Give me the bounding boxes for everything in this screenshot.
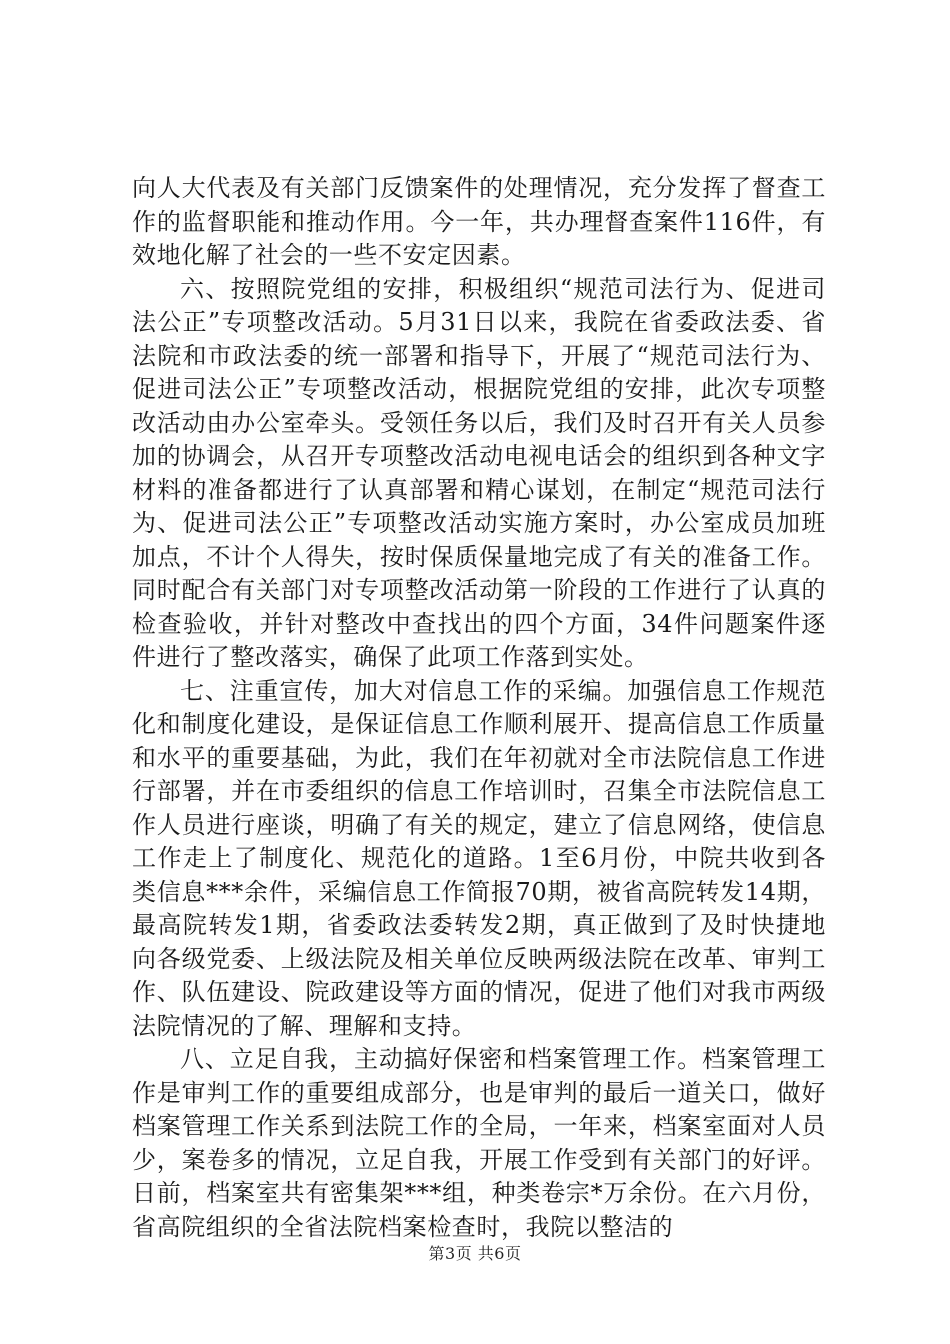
page-footer: 第3页 共6页 (428, 1244, 522, 1263)
paragraph-section-seven: 七、注重宣传，加大对信息工作的采编。加强信息工作规范化和制度化建设，是保证信息工作顺利展开、提高信息工作质量和水平的重要基础，为此，我们在年初就对全市法院信息工作进行部署，并在市委组织的信息工作培训时，召集全市法院信息工作人员进行座谈，明确了有关的规定，建立了信息网络，使信息工作走上了制度化、规范化的道路。1至6月份，中院共收到各类信息***余件，采编信息工作简报70期，被省高院转发14期，最高院转发1期，省委政法委转发2期，真正做到了及时快捷地向各级党委、上级法院及相关单位反映两级法院在改革、审判工作、队伍建设、院政建设等方面的情况，促进了他们对我市两级法院情况的了解、理解和支持。 (132, 676, 826, 1040)
paragraph-section-six: 六、按照院党组的安排，积极组织“规范司法行为、促进司法公正”专项整改活动。5月31日以来，我院在省委政法委、省法院和市政法委的统一部署和指导下，开展了“规范司法行为、促进司法公正”专项整改活动，根据院党组的安排，此次专项整改活动由办公室牵头。受领任务以后，我们及时召开有关人员参加的协调会，从召开专项整改活动电视电话会的组织到各种文字材料的准备都进行了认真部署和精心谋划，在制定“规范司法行为、促进司法公正”专项整改活动实施方案时，办公室成员加班加点，不计个人得失，按时保质保量地完成了有关的准备工作。同时配合有关部门对专项整改活动第一阶段的工作进行了认真的检查验收，并针对整改中查找出的四个方面，34件问题案件逐件进行了整改落实，确保了此项工作落到实处。 (132, 274, 826, 671)
paragraph-continuation: 向人大代表及有关部门反馈案件的处理情况，充分发挥了督查工作的监督职能和推动作用。今一年，共办理督查案件116件，有效地化解了社会的一些不安定因素。 (132, 174, 826, 269)
paragraph-section-eight: 八、立足自我，主动搞好保密和档案管理工作。档案管理工作是审判工作的重要组成部分，也是审判的最后一道关口，做好档案管理工作关系到法院工作的全局，一年来，档案室面对人员少，案卷多的情况，立足自我，开展工作受到有关部门的好评。日前，档案室共有密集架***组，种类卷宗*万余份。在六月份，省高院组织的全省法院档案检查时，我院以整洁的 (132, 1045, 826, 1241)
document-body (132, 172, 826, 1244)
